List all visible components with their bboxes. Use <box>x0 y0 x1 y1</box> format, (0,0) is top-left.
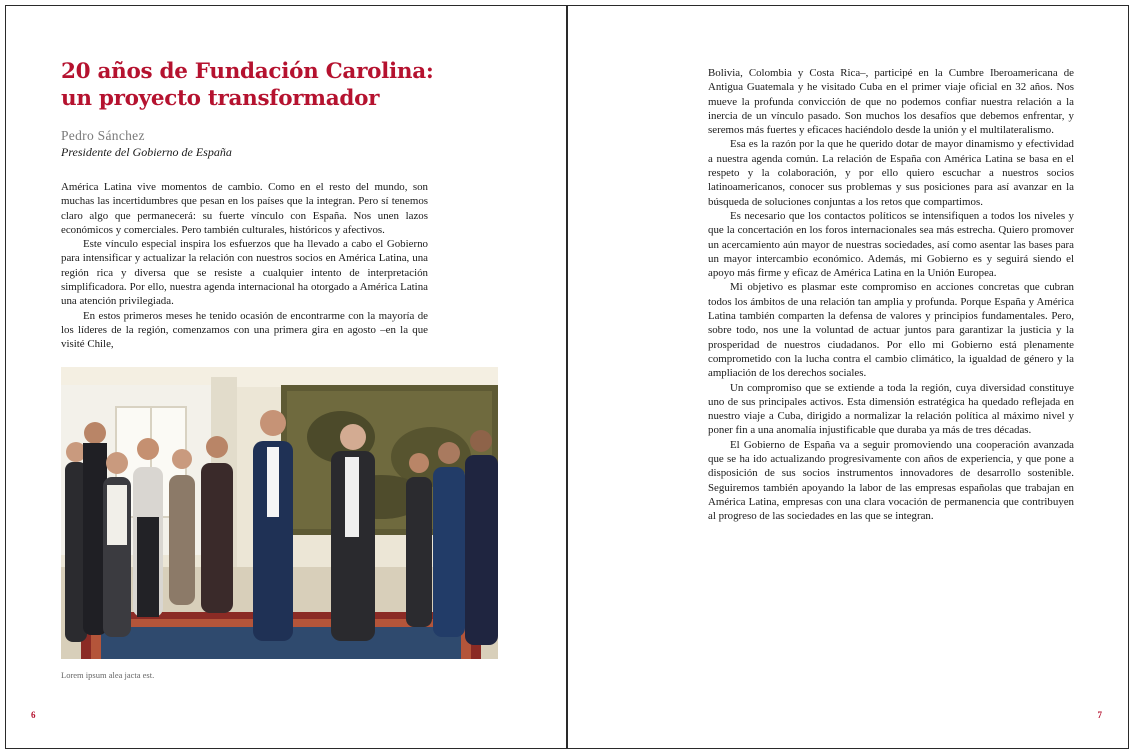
paragraph: El Gobierno de España va a seguir promoviendo una cooperación avanzada que se ha ido actualizando progresivamente con años de experiencia, y que pone a disposición de sus socios instrumentos innovadores de desarrollo sostenible. Seguiremos también apoyando la labor de las empresas españolas que trabajan en América Latina, empresas con una clara vocación de permanencia que contribuyen al progreso de las sociedades en las que se integran. <box>708 438 1074 523</box>
page-number: 7 <box>1097 710 1102 720</box>
author-role: Presidente del Gobierno de España <box>61 145 232 159</box>
right-page <box>567 5 1129 749</box>
group-photo <box>61 367 498 659</box>
paragraph: Esa es la razón por la que he querido dotar de mayor dinamismo y efectividad a nuestra agenda común. La relación de España con América Latina se basa en el respeto y la colaboración, y por ello quiero escuchar a nuestros socios latinoamericanos, conocer sus problemas y sus posiciones para así avanzar en la búsqueda de soluciones conjuntas a los retos que compartimos. <box>708 138 1074 208</box>
photo-caption: Lorem ipsum alea jacta est. <box>61 670 155 680</box>
right-body-text <box>708 66 1074 524</box>
paragraph: América Latina vive momentos de cambio. Como en el resto del mundo, son muchas las incertidumbres que pesan en los países que la integran. Pero sí tenemos claro algo que permanecerá: su fuerte vínculo con España. Nos unen lazos económicos y comerciales. Pero también culturales, históricos y afectivos. <box>61 181 428 236</box>
title-line-1: 20 años de Fundación Carolina: <box>61 59 434 84</box>
author-name: Pedro Sánchez <box>61 128 145 143</box>
photo-illustration <box>61 367 498 659</box>
paragraph: Este vínculo especial inspira los esfuerzos que ha llevado a cabo el Gobierno para intensificar y actualizar la relación con nuestros socios en América Latina, una región rica y diversa que se resiste a cualquier intento de interpretación simplificadora. Por ello, nuestra agenda internacional ha otorgado a América Latina una atención privilegiada. <box>61 238 428 308</box>
title-line-2: un proyecto transformador <box>61 86 380 111</box>
left-page <box>5 5 567 749</box>
paragraph: En estos primeros meses he tenido ocasión de encontrarme con la mayoría de los líderes de la región, comenzamos con una primera gira en agosto –en la que visité Chile, <box>61 309 428 351</box>
paragraph: Bolivia, Colombia y Costa Rica–, participé en la Cumbre Iberoamericana de Antigua Guatemala y he visitado Cuba en el primer viaje oficial en 32 años. Nos mueve la profunda convicción de que no podemos confiar nuestra relación a la inercia de un vínculo pasado. Son muchos los desafíos que debemos enfrentar, y seremos más fuertes y eficaces haciéndolo desde la unión y el multilateralismo. <box>708 67 1074 137</box>
page-number: 6 <box>31 710 36 720</box>
paragraph: Es necesario que los contactos políticos se intensifiquen a todos los niveles y que la concertación en los foros internacionales sea más estrecha. Quiero promover un acercamiento aún mayor de nuestras sociedades, así como asentar las bases para un mayor intercambio económico. Además, mi Gobierno es y seguirá siendo el apoyo más firme y eficaz de América Latina en la Unión Europea. <box>708 209 1074 280</box>
paragraph: Mi objetivo es plasmar este compromiso en acciones concretas que cubran todos los ámbitos de una relación tan amplia y profunda. Porque España y América Latina también comparten la defensa de valores y principios fundamentales. Pero, sobre todo, nos une la voluntad de actuar juntos para garantizar la justicia y la prosperidad de nuestros ciudadanos. Por ello mi Gobierno está plenamente comprometido con la lucha contra el cambio climático, la igualdad de género y la ampliación de los derechos sociales. <box>708 281 1074 380</box>
left-body-text <box>61 180 428 352</box>
article-title <box>61 58 481 112</box>
paragraph: Un compromiso que se extiende a toda la región, cuya diversidad constituye uno de sus principales activos. Esta dimensión estratégica ha quedado reflejada en nuestro viaje a Cuba, dirigido a normalizar la relación política al máximo nivel y poner fin a una anomalía injustificable que duraba ya más de tres décadas. <box>708 381 1074 437</box>
